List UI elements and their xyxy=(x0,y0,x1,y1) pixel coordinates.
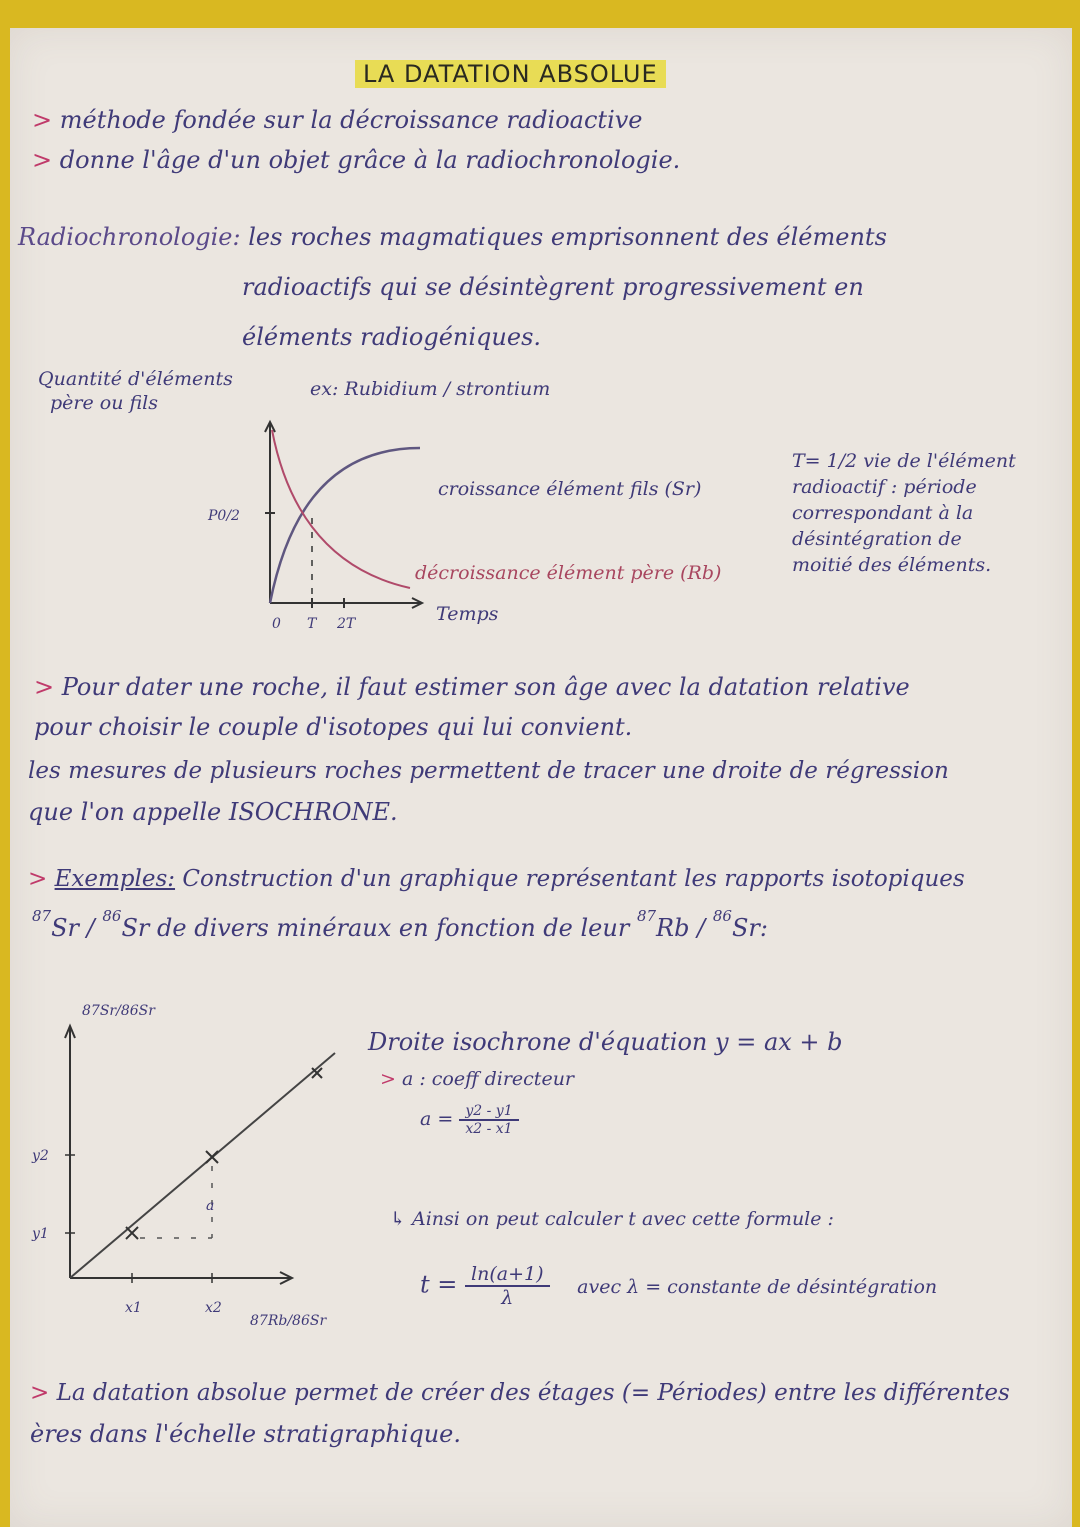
graph1-xtick-2t: 2T xyxy=(337,616,356,632)
notebook-page xyxy=(10,28,1072,1527)
graph2-xtick-x2: x2 xyxy=(205,1300,222,1316)
slope-formula: a = $\frac{y2 - y1}{x2 - x1}$ xyxy=(420,1103,519,1137)
paragraph-line-3: les mesures de plusieurs roches permettent de tracer une droite de régression xyxy=(28,758,949,784)
return-arrow-icon: ↳ xyxy=(390,1208,406,1230)
example-elements: ex: Rubidium / strontium xyxy=(310,378,551,400)
growth-curve-label: croissance élément fils (Sr) xyxy=(438,478,702,500)
decay-curve-label: décroissance élément père (Rb) xyxy=(415,562,722,584)
isochrone-coeff: > a : coeff directeur xyxy=(380,1068,575,1090)
graph1-xtick-0: 0 xyxy=(272,616,281,632)
definition-line-3: éléments radiogéniques. xyxy=(242,323,542,351)
graph2-xtick-x1: x1 xyxy=(125,1300,142,1316)
graph1-xlabel: Temps xyxy=(436,603,499,625)
page-title: LA DATATION ABSOLUE xyxy=(355,60,666,88)
example-line-1: > Exemples: Construction d'un graphique représentant les rapports isotopiques xyxy=(28,866,965,892)
half-life-note: T= 1/2 vie de l'élément radioactif : période correspondant à la désintégration de moitié des éléments. xyxy=(792,450,1016,576)
paragraph-line-1: > Pour dater une roche, il faut estimer son âge avec la datation relative xyxy=(34,673,910,701)
graph2-ylabel: 87Sr/86Sr xyxy=(82,1003,155,1019)
bullet-1: > méthode fondée sur la décroissance radioactive xyxy=(32,106,643,134)
definition-line-2: radioactifs qui se désintègrent progressivement en xyxy=(242,273,864,301)
isochrone-calc-text: ↳ Ainsi on peut calculer t avec cette formule : xyxy=(390,1208,834,1230)
graph2-ytick-y1: y1 xyxy=(32,1226,49,1242)
isochron-graph xyxy=(60,1018,350,1308)
graph1-ytick-p0-half: P0/2 xyxy=(208,508,240,524)
conclusion-line-1: > La datation absolue permet de créer des étages (= Périodes) entre les différentes xyxy=(30,1380,1010,1406)
definition-term: Radiochronologie: xyxy=(18,223,241,251)
bullet-arrow-icon: > xyxy=(34,673,55,701)
graph2-ytick-y2: y2 xyxy=(32,1148,49,1164)
graph2-xlabel: 87Rb/86Sr xyxy=(250,1313,327,1329)
conclusion-line-2: ères dans l'échelle stratigraphique. xyxy=(30,1420,462,1448)
bullet-arrow-icon: > xyxy=(32,106,53,134)
isochrone-equation: Droite isochrone d'équation y = ax + b xyxy=(368,1028,843,1056)
decay-growth-graph xyxy=(240,418,440,628)
paragraph-line-4: que l'on appelle ISOCHRONE. xyxy=(28,798,398,826)
age-formula: t = $\frac{\ln(a+1)}{\lambda}$ avec λ = constante de désintégration xyxy=(420,1263,938,1309)
example-line-2: $^{87}$Sr / $^{86}$Sr de divers minéraux en fonction de leur $^{87}$Rb / $^{86}$Sr: xyxy=(32,907,768,942)
paragraph-line-2: pour choisir le couple d'isotopes qui lui convient. xyxy=(34,713,633,741)
graph1-ylabel-2: père ou fils xyxy=(50,392,158,414)
bullet-2: > donne l'âge d'un objet grâce à la radiochronologie. xyxy=(32,146,681,174)
bullet-arrow-icon: > xyxy=(30,1380,50,1406)
graph1-xtick-t: T xyxy=(307,616,317,632)
bullet-arrow-icon: > xyxy=(32,146,53,174)
definition-line-1: Radiochronologie: les roches magmatiques emprisonnent des éléments xyxy=(18,223,887,251)
bullet-arrow-icon: > xyxy=(28,866,48,892)
bullet-arrow-icon: > xyxy=(380,1068,396,1090)
graph2-slope-mark: a xyxy=(206,1198,215,1214)
graph1-ylabel: Quantité d'éléments xyxy=(38,368,233,390)
